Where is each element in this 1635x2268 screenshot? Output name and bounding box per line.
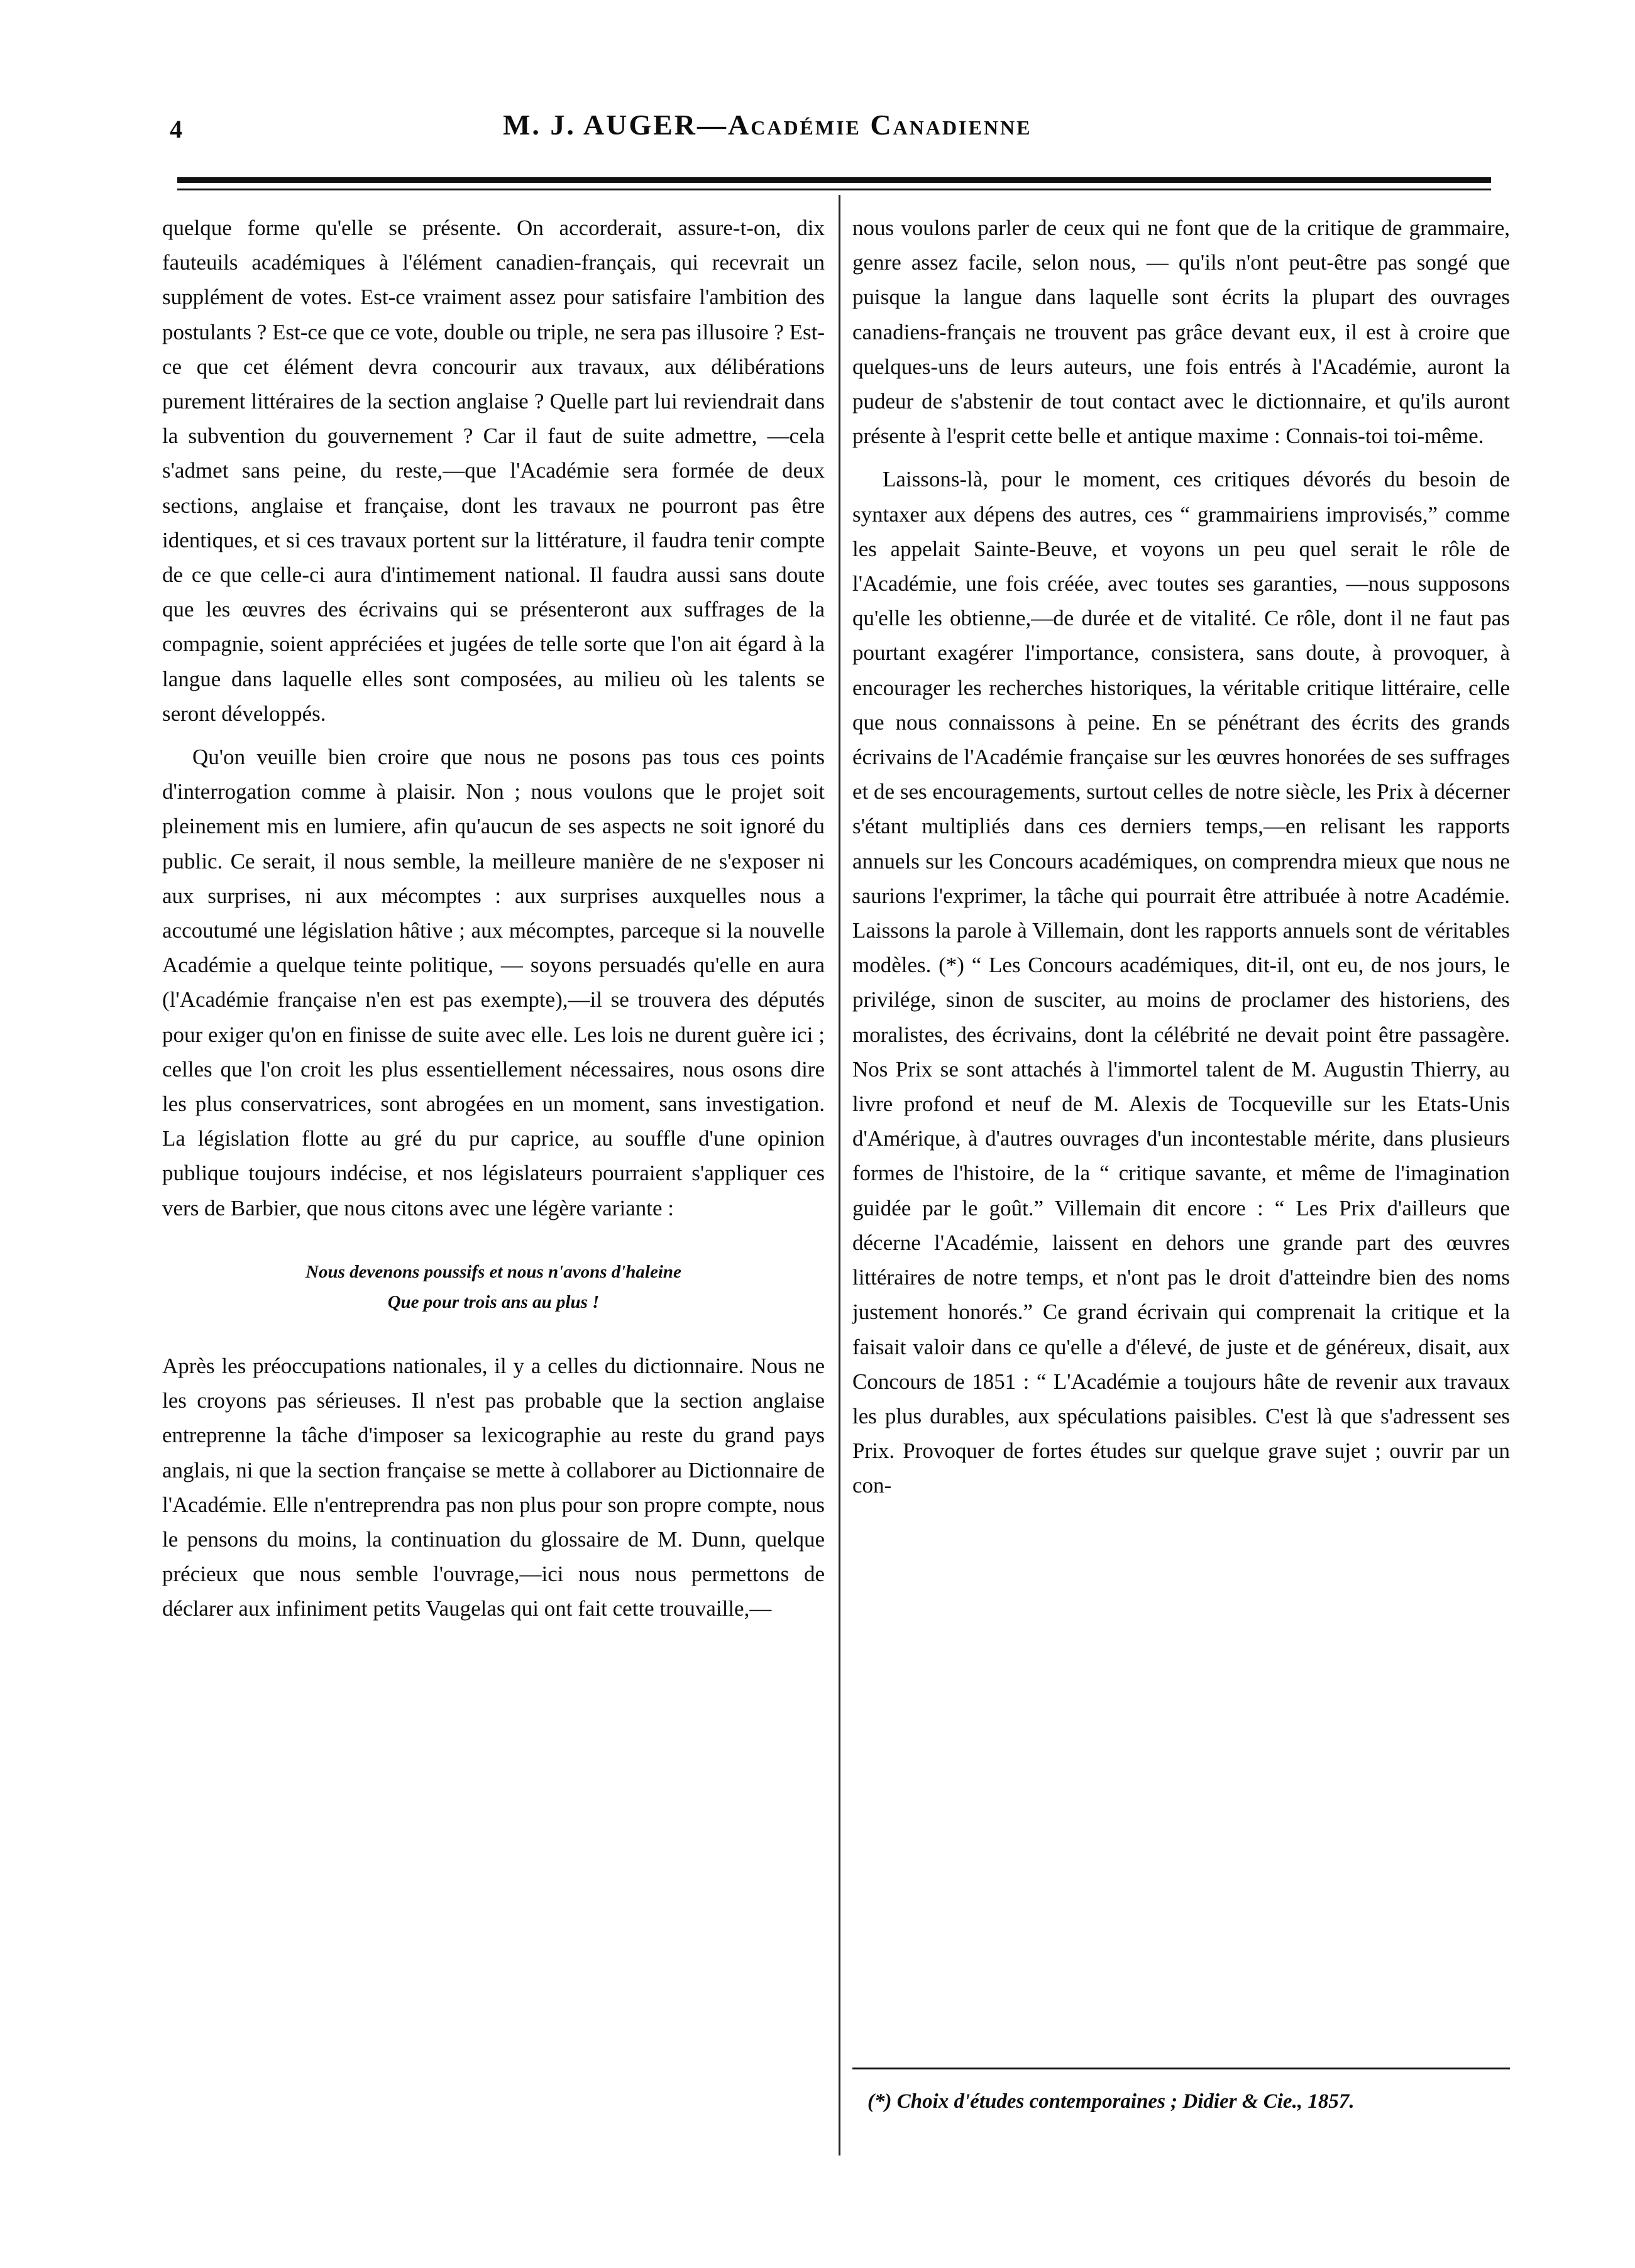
left-column	[162, 211, 825, 1626]
header-rule	[177, 177, 1491, 183]
verse-line: Nous devenons poussifs et nous n'avons d'haleine	[306, 1261, 681, 1282]
footnote-rule	[852, 2068, 1510, 2069]
header-rule-thin	[177, 189, 1491, 190]
body-paragraph: Qu'on veuille bien croire que nous ne posons pas tous ces points d'interrogation comme à plaisir. Non ; nous voulons que le projet soit pleinement mis en lumiere, afin qu'aucun de ses aspects ne soit ignoré du public. Ce serait, il nous semble, la meilleure manière de ne s'exposer ni aux surprises, ni aux mécomptes : aux surprises auxquelles nous a accoutumé une législation hâtive ; aux mécomptes, parceque si la nouvelle Académie a quelque teinte politique, — soyons persuadés qu'elle en aura (l'Académie française n'en est pas exempte),—il se trouvera des députés pour exiger qu'on en finisse de suite avec elle. Les lois ne durent guère ici ; celles que l'on croit les plus essentiellement nécessaires, nous osons dire les plus conservatrices, sont abrogées en un moment, sans investigation. La législation flotte au gré du pur caprice, au souffle d'une opinion publique toujours indécise, et nos législateurs pourraient s'appliquer ces vers de Barbier, que nous citons avec une légère variante :	[162, 745, 825, 1220]
body-paragraph: Laissons-là, pour le moment, ces critiques dévorés du besoin de syntaxer aux dépens des autres, ces “ grammairiens improvisés,” comme les appelait Sainte-Beuve, et voyons un peu quel serait le rôle de l'Académie, une fois créée, avec toutes ses garanties, —nous supposons qu'elle les obtienne,—de durée et de vitalité. Ce rôle, dont il ne faut pas pourtant exagérer l'importance, consistera, sans doute, à provoquer, à encourager les recherches historiques, la véritable critique littéraire, celle que nous connaissons à peine. En se pénétrant des écrits des grands écrivains de l'Académie française sur les œuvres honorées de ses suffrages et de ses encouragements, surtout celles de notre siècle, les Prix à décerner s'étant multipliés dans ces derniers temps,—en relisant les rapports annuels sur les Concours académiques, on comprendra mieux que nous ne saurions l'exprimer, la tâche qui pourrait être attribuée à notre Académie. Laissons la parole à Villemain, dont les rapports annuels sont de véritables modèles. (*) “ Les Concours académiques, dit-il, ont eu, de nos jours, le privilége, sinon de susciter, au moins de proclamer des historiens, des moralistes, des écrivains, dont la célébrité ne devait point être passagère. Nos Prix se sont attachés à l'immortel talent de M. Augustin Thierry, au livre profond et neuf de M. Alexis de Tocqueville sur les Etats-Unis d'Amérique, à d'autres ouvrages d'un incontestable mérite, dans plusieurs formes de l'histoire, de la “ critique savante, et même de l'imagination guidée par le goût.” Villemain dit encore : “ Les Prix d'ailleurs que décerne l'Académie, laissent en dehors une grande part des œuvres littéraires de notre temps, et n'ont pas le droit d'atteindre bien des noms justement honorés.” Ce grand écrivain qui comprenait la critique et la faisait valoir dans ce qu'elle a d'élevé, de juste et de généreux, disait, aux Concours de 1851 : “ L'Académie a toujours hâte de revenir aux travaux les plus durables, aux spéculations paisibles. C'est là que s'adressent ses Prix. Provoquer de fortes études sur quelque grave sujet ; ouvrir par un con-	[852, 467, 1510, 1498]
body-paragraph: nous voulons parler de ceux qui ne font que de la critique de grammaire, genre assez facile, selon nous, — qu'ils n'ont peut-être pas songé que puisque la langue dans laquelle sont écrits la plupart des ouvrages canadiens-français ne trouvent pas grâce devant eux, il est à croire que quelques-uns de leurs auteurs, une fois entrés à l'Académie, auront la pudeur de s'abstenir de tout contact avec le dictionnaire, et qu'ils auront présente à l'esprit cette belle et antique maxime : Connais-toi toi-même.	[852, 216, 1510, 449]
body-paragraph: quelque forme qu'elle se présente. On accorderait, assure-t-on, dix fauteuils académiques à l'élément canadien-français, qui recevrait un supplément de votes. Est-ce vraiment assez pour satisfaire l'ambition des postulants ? Est-ce que ce vote, double ou triple, ne sera pas illusoire ? Est-ce que cet élément devra concourir aux travaux, aux délibérations purement littéraires de la section anglaise ? Quelle part lui reviendrait dans la subvention du gouvernement ? Car il faut de suite admettre, —cela s'admet sans peine, du reste,—que l'Académie sera formée de deux sections, anglaise et française, dont les travaux ne pourront pas être identiques, et si ces travaux portent sur la littérature, il faudra tenir compte de ce que celle-ci aura d'intimement national. Il faudra aussi sans doute que les œuvres des écrivains qui se présenteront aux suffrages de la compagnie, soient appréciées et jugées de telle sorte que l'on ait égard à la langue dans laquelle elles sont composées, au milieu où les talents se seront développés.	[162, 216, 825, 726]
running-title: M. J. AUGER—Académie Canadienne	[503, 109, 1032, 141]
verse-quote	[162, 1257, 825, 1317]
page-number: 4	[170, 115, 182, 143]
right-column	[852, 211, 1510, 1503]
verse-line: Que pour trois ans au plus !	[387, 1291, 600, 1312]
body-paragraph: Après les préoccupations nationales, il y a celles du dictionnaire. Nous ne les croyons pas sérieuses. Il n'est pas probable que la section anglaise entreprenne la tâche d'imposer sa lexicographie au reste du grand pays anglais, ni que la section française se mette à collaborer au Dictionnaire de l'Académie. Elle n'entreprendra pas non plus pour son propre compte, nous le pensons du moins, la continuation du glossaire de M. Dunn, quelque précieux que nous semble l'ouvrage,—ici nous nous permettons de déclarer aux infiniment petits Vaugelas qui ont fait cette trouvaille,—	[162, 1353, 825, 1621]
footnote: (*) Choix d'études contemporaines ; Didier & Cie., 1857.	[867, 2090, 1355, 2113]
column-divider	[839, 195, 840, 2156]
